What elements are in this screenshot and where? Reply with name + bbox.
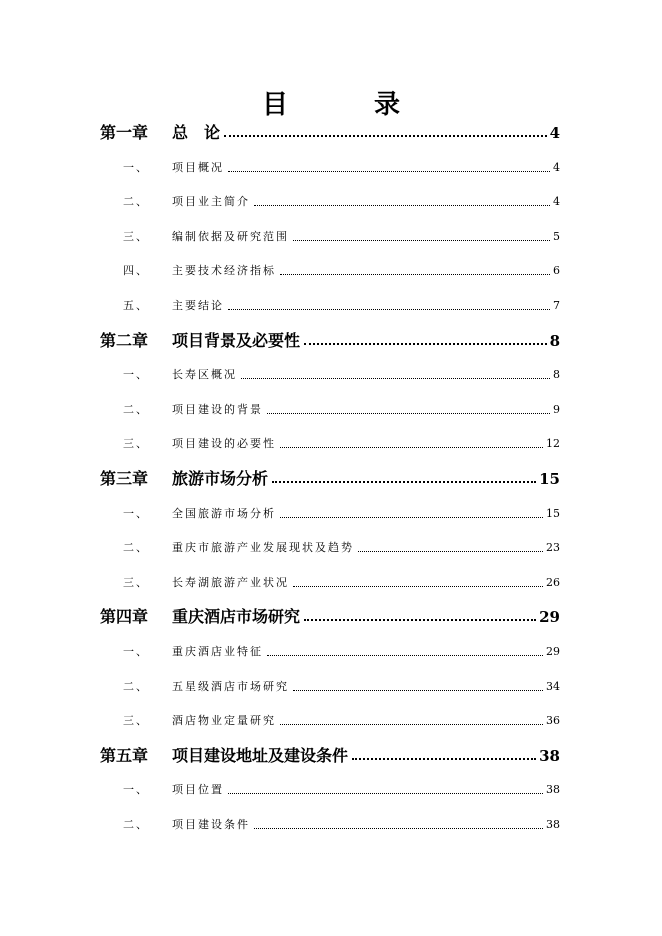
toc-entry-number: 三、: [123, 229, 149, 243]
toc-page-number: 6: [553, 264, 560, 278]
toc-leader-dots: [228, 778, 543, 794]
toc-entry-title: 长寿湖旅游产业状况: [172, 575, 289, 589]
toc-leader-dots: [293, 571, 543, 587]
toc-entry-number: 一、: [123, 368, 149, 382]
toc-page-number: 4: [553, 160, 560, 174]
toc-entry-number: 第四章: [100, 607, 149, 627]
toc-entry-title: 旅游市场分析: [172, 469, 269, 488]
toc-entry-title: 主要技术经济指标: [172, 264, 276, 278]
toc-section-entry[interactable]: [0, 398, 662, 422]
toc-leader-dots: [293, 675, 543, 691]
toc-leader-dots: [228, 156, 550, 172]
toc-entry-title: 项目背景及必要性: [172, 330, 301, 350]
toc-leader-dots: [280, 432, 543, 448]
toc-page-number: 15: [546, 506, 560, 520]
toc-section-entry[interactable]: [0, 571, 662, 595]
toc-entry-title: 长寿区概况: [172, 368, 237, 382]
toc-section-entry[interactable]: [0, 675, 662, 699]
toc-section-entry[interactable]: [0, 502, 662, 526]
toc-entry-number: 一、: [123, 160, 149, 174]
toc-entry-number: 第三章: [100, 469, 149, 488]
toc-page-number: 23: [546, 541, 560, 555]
toc-entry-title: 项目建设的必要性: [172, 437, 276, 451]
toc-page-number: 4: [553, 195, 560, 209]
page-title: 目 录: [261, 90, 430, 120]
toc-entry-title: 重庆市旅游产业发展现状及趋势: [172, 541, 354, 555]
toc-entry-number: 第一章: [100, 123, 149, 142]
toc-section-entry[interactable]: [0, 640, 662, 664]
toc-leader-dots: [293, 225, 550, 241]
toc-section-entry[interactable]: [0, 813, 662, 837]
toc-leader-dots: [272, 467, 536, 483]
toc-leader-dots: [280, 259, 550, 275]
toc-page-number: 15: [539, 470, 560, 488]
toc-entry-title: 五星级酒店市场研究: [172, 679, 289, 693]
toc-page-number: 29: [539, 608, 560, 627]
toc-page-number: 7: [553, 299, 560, 312]
toc-entry-title: 项目建设的背景: [172, 402, 263, 416]
toc-leader-dots: [304, 329, 547, 345]
toc-leader-dots: [241, 363, 550, 379]
toc-page-number: 36: [546, 714, 560, 728]
toc-entry-number: 一、: [123, 783, 149, 797]
toc-entry-title: 总 论: [172, 123, 221, 142]
toc-chapter-entry[interactable]: [0, 121, 662, 145]
toc-entry-number: 二、: [123, 195, 149, 209]
toc-leader-dots: [254, 813, 543, 829]
toc-page-number: 26: [546, 575, 560, 589]
toc-page-number: 34: [546, 679, 560, 693]
toc-section-entry[interactable]: [0, 225, 662, 249]
toc-section-entry[interactable]: [0, 294, 662, 318]
toc-entry-number: 二、: [123, 541, 149, 555]
toc-leader-dots: [352, 744, 536, 760]
toc-page-number: 12: [546, 437, 560, 451]
toc-entry-title: 项目概况: [172, 160, 224, 174]
toc-entry-number: 三、: [123, 714, 149, 728]
toc-chapter-entry[interactable]: [0, 467, 662, 491]
toc-page-number: 8: [553, 368, 560, 382]
toc-chapter-entry[interactable]: [0, 744, 662, 768]
toc-section-entry[interactable]: [0, 709, 662, 733]
toc-leader-dots: [267, 640, 543, 656]
toc-section-entry[interactable]: [0, 778, 662, 802]
toc-entry-number: 第二章: [100, 330, 149, 350]
toc-leader-dots: [304, 605, 536, 621]
toc-leader-dots: [224, 121, 547, 137]
toc-section-entry[interactable]: [0, 190, 662, 214]
toc-entry-number: 四、: [123, 264, 149, 278]
toc-leader-dots: [280, 502, 543, 518]
toc-entry-title: 项目位置: [172, 783, 224, 797]
toc-page-number: 4: [549, 124, 560, 142]
toc-leader-dots: [267, 398, 550, 414]
toc-page-number: 9: [553, 402, 560, 416]
toc-entry-number: 二、: [123, 402, 149, 416]
toc-entry-number: 一、: [123, 506, 149, 520]
toc-leader-dots: [228, 294, 550, 310]
toc-entry-title: 项目建设条件: [172, 818, 250, 831]
toc-section-entry[interactable]: [0, 363, 662, 387]
toc-entry-number: 一、: [123, 645, 149, 658]
toc-entry-number: 第五章: [100, 745, 149, 765]
toc-entry-number: 三、: [123, 437, 149, 451]
toc-entry-title: 重庆酒店业特征: [172, 645, 263, 658]
toc-entry-number: 五、: [123, 299, 149, 312]
toc-entry-title: 项目业主简介: [172, 195, 250, 209]
toc-entry-number: 三、: [123, 575, 149, 589]
toc-page-number: 38: [546, 818, 560, 831]
toc-section-entry[interactable]: [0, 156, 662, 180]
toc-chapter-entry[interactable]: [0, 329, 662, 353]
toc-entry-title: 重庆酒店市场研究: [172, 607, 301, 627]
toc-leader-dots: [254, 190, 550, 206]
toc-section-entry[interactable]: [0, 259, 662, 283]
toc-leader-dots: [280, 709, 543, 725]
toc-page-number: 29: [546, 645, 560, 658]
toc-entry-title: 主要结论: [172, 299, 224, 312]
toc-page-number: 38: [546, 783, 560, 797]
toc-entry-title: 酒店物业定量研究: [172, 714, 276, 728]
toc-entry-title: 项目建设地址及建设条件: [172, 745, 349, 765]
toc-page-number: 5: [553, 229, 560, 243]
toc-page-number: 8: [549, 331, 560, 350]
toc-entry-number: 二、: [123, 818, 149, 831]
toc-section-entry[interactable]: [0, 432, 662, 456]
toc-entry-number: 二、: [123, 679, 149, 693]
toc-leader-dots: [358, 536, 543, 552]
toc-chapter-entry[interactable]: [0, 605, 662, 629]
toc-page-number: 38: [539, 746, 560, 765]
toc-entry-title: 全国旅游市场分析: [172, 506, 276, 520]
toc-entry-title: 编制依据及研究范围: [172, 229, 289, 243]
toc-section-entry[interactable]: [0, 536, 662, 560]
